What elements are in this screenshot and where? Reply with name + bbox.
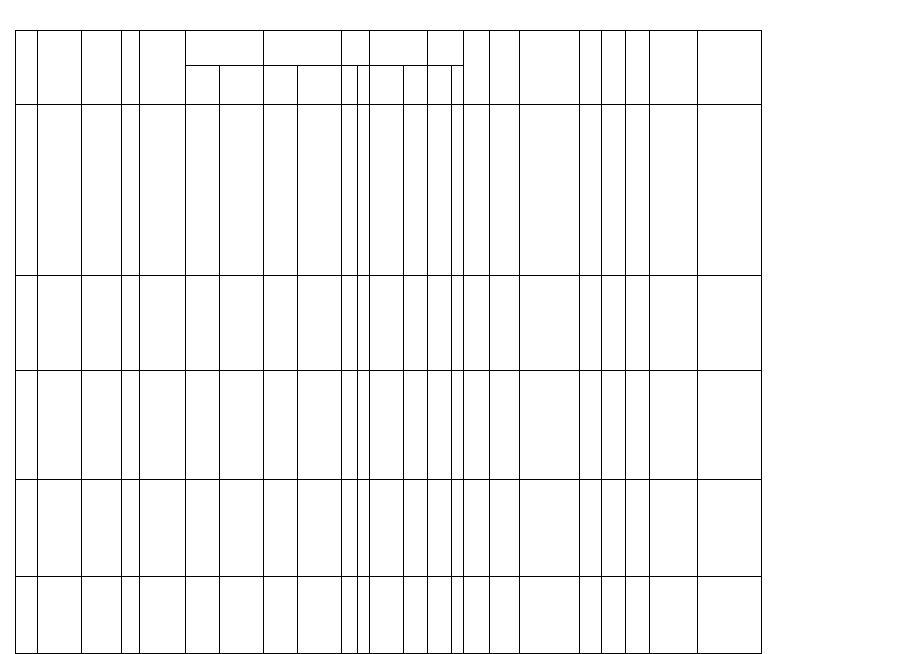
table-cell [580,577,602,654]
cell-text [650,276,697,280]
cell-text [602,577,625,581]
cell-text [82,480,121,484]
table-cell [520,105,580,276]
cell-text [428,480,451,484]
cell-text [220,276,263,280]
table-cell [264,480,298,577]
subheader-cell [264,66,298,105]
table-cell [452,276,464,371]
subheader-cell [358,66,370,105]
table-cell [122,105,140,276]
header-cell [698,31,762,105]
table-cell [264,105,298,276]
cell-text [404,577,427,581]
header-cell [602,31,626,105]
table-cell [264,371,298,480]
table-cell [140,577,186,654]
table-cell [16,371,38,480]
table-cell [264,276,298,371]
cell-text [38,371,81,375]
cell-text [464,577,489,581]
table-cell [358,480,370,577]
cell-text [520,371,579,375]
table-cell [82,371,122,480]
table-cell [370,105,404,276]
cell-text [358,276,369,280]
cell-text [298,105,341,109]
table-cell [428,276,452,371]
cell-text [264,276,297,280]
table-cell [452,371,464,480]
table-cell [698,105,762,276]
cell-text [490,577,519,581]
table-cell [626,577,650,654]
table-cell [464,105,490,276]
registry-table [15,30,891,654]
cell-text [298,480,341,484]
table-cell [602,371,626,480]
table-cell [298,105,342,276]
cell-text [122,480,139,484]
header-cell [82,31,122,105]
table-cell [16,577,38,654]
cell-text [342,371,357,375]
table-cell [490,371,520,480]
cell-text [82,577,121,581]
cell-text [580,371,601,375]
cell-text [698,371,761,375]
table-cell [220,480,264,577]
table-cell [452,480,464,577]
table-cell [186,577,220,654]
table-cell [358,577,370,654]
cell-text [370,480,403,484]
cell-text [16,371,37,375]
table-cell [626,371,650,480]
cell-text [16,480,37,484]
cell-text [650,371,697,375]
table-cell [404,371,428,480]
table-cell [404,480,428,577]
subheader-cell [220,66,264,105]
cell-text [404,105,427,109]
header-cell [464,31,490,105]
cell-text [626,480,649,484]
table-cell [82,480,122,577]
table-cell [298,276,342,371]
cell-text [404,480,427,484]
cell-text [16,276,37,280]
cell-text [186,276,219,280]
table-cell [140,105,186,276]
cell-text [298,577,341,581]
table-cell [404,105,428,276]
header-cell [580,31,602,105]
table-cell [82,105,122,276]
table-cell [370,577,404,654]
table-cell [428,371,452,480]
cell-text [452,480,463,484]
cell-text [370,276,403,280]
cell-text [186,480,219,484]
header-cell [650,31,698,105]
table-row [16,105,891,276]
table-cell [186,276,220,371]
table-cell [464,577,490,654]
cell-text [698,105,761,109]
cell-text [452,105,463,109]
table-cell [452,105,464,276]
cell-text [264,577,297,581]
table-cell [140,371,186,480]
table-cell [342,480,358,577]
cell-text [186,371,219,375]
table-cell [122,276,140,371]
table-cell [186,105,220,276]
registry-document [15,30,891,654]
table-cell [698,371,762,480]
cell-text [626,371,649,375]
table-cell [464,371,490,480]
cell-text [490,105,519,109]
cell-text [580,480,601,484]
table-cell [580,276,602,371]
cell-text [220,480,263,484]
table-cell [38,276,82,371]
table-cell [220,105,264,276]
cell-text [140,577,185,581]
table-cell [82,276,122,371]
header-cell [520,31,580,105]
cell-text [464,105,489,109]
cell-text [82,371,121,375]
header-cell [370,31,428,66]
cell-text [452,371,463,375]
table-cell [580,371,602,480]
table-cell [650,480,698,577]
table-cell [342,276,358,371]
cell-text [140,480,185,484]
cell-text [358,371,369,375]
header-cell [16,31,38,105]
table-cell [650,577,698,654]
cell-text [298,276,341,280]
cell-text [298,371,341,375]
cell-text [264,105,297,109]
cell-text [602,276,625,280]
table-cell [490,276,520,371]
cell-text [602,480,625,484]
table-cell [464,276,490,371]
table-cell [520,276,580,371]
table-cell [602,577,626,654]
table-cell [298,480,342,577]
table-cell [38,105,82,276]
header-cell [428,31,464,66]
cell-text [16,577,37,581]
cell-text [82,105,121,109]
table-cell [342,105,358,276]
subheader-cell [428,66,452,105]
table-cell [602,276,626,371]
header-cell [342,31,370,66]
header-cell [38,31,82,105]
table-cell [626,105,650,276]
header-cell [186,31,264,66]
cell-text [452,276,463,280]
cell-text [342,577,357,581]
cell-text [520,480,579,484]
cell-text [490,480,519,484]
cell-text [490,371,519,375]
table-cell [650,371,698,480]
cell-text [38,577,81,581]
cell-text [428,276,451,280]
table-cell [220,371,264,480]
table-cell [520,480,580,577]
table-cell [358,105,370,276]
table-cell [698,480,762,577]
table-cell [38,480,82,577]
cell-text [464,276,489,280]
cell-text [140,371,185,375]
cell-text [38,276,81,280]
table-cell [82,577,122,654]
table-row [16,371,891,480]
table-cell [122,371,140,480]
table-cell [122,577,140,654]
cell-text [186,105,219,109]
cell-text [650,480,697,484]
table-cell [626,276,650,371]
table-cell [38,371,82,480]
table-row [16,480,891,577]
cell-text [82,276,121,280]
table-cell [490,577,520,654]
cell-text [370,105,403,109]
cell-text [122,577,139,581]
table-cell [650,105,698,276]
table-cell [602,105,626,276]
cell-text [698,577,761,581]
cell-text [370,577,403,581]
cell-text [16,105,37,109]
table-cell [404,276,428,371]
table-cell [220,577,264,654]
table-cell [358,276,370,371]
cell-text [122,276,139,280]
table-cell [122,480,140,577]
table-cell [452,577,464,654]
cell-text [580,276,601,280]
cell-text [464,480,489,484]
cell-text [264,371,297,375]
cell-text [602,105,625,109]
table-cell [370,371,404,480]
cell-text [698,480,761,484]
cell-text [122,371,139,375]
cell-text [580,577,601,581]
header-cell [626,31,650,105]
subheader-cell [404,66,428,105]
cell-text [38,480,81,484]
cell-text [452,577,463,581]
table-cell [370,276,404,371]
table-cell [358,371,370,480]
cell-text [38,105,81,109]
table-cell [404,577,428,654]
cell-text [650,105,697,109]
table-cell [16,480,38,577]
subheader-cell [342,66,358,105]
cell-text [140,105,185,109]
table-cell [428,480,452,577]
cell-text [140,276,185,280]
table-cell [698,276,762,371]
table-cell [38,577,82,654]
header-cell [490,31,520,105]
cell-text [342,480,357,484]
table-cell [428,105,452,276]
table-cell [464,480,490,577]
header-cell [122,31,140,105]
cell-text [520,105,579,109]
cell-text [428,577,451,581]
table-cell [186,480,220,577]
table-cell [298,577,342,654]
table-cell [16,105,38,276]
cell-text [428,105,451,109]
table-cell [650,276,698,371]
cell-text [580,105,601,109]
header-cell [140,31,186,105]
table-cell [626,480,650,577]
table-cell [220,276,264,371]
cell-text [342,105,357,109]
header-row-1 [16,31,891,66]
header-cell [264,31,342,66]
table-cell [520,577,580,654]
table-cell [16,276,38,371]
table-cell [698,577,762,654]
cell-text [342,276,357,280]
table-cell [370,480,404,577]
cell-text [602,371,625,375]
cell-text [520,276,579,280]
cell-text [404,371,427,375]
cell-text [428,371,451,375]
table-cell [428,577,452,654]
table-cell [140,480,186,577]
table-cell [602,480,626,577]
table-cell [490,105,520,276]
cell-text [520,577,579,581]
subheader-cell [452,66,464,105]
cell-text [370,371,403,375]
cell-text [650,577,697,581]
table-row [16,577,891,654]
cell-text [626,105,649,109]
cell-text [626,276,649,280]
cell-text [404,276,427,280]
table-cell [186,371,220,480]
cell-text [698,276,761,280]
table-cell [342,577,358,654]
table-cell [264,577,298,654]
cell-text [358,105,369,109]
cell-text [490,276,519,280]
table-cell [342,371,358,480]
cell-text [264,480,297,484]
subheader-cell [186,66,220,105]
cell-text [122,105,139,109]
table-row [16,276,891,371]
cell-text [358,577,369,581]
table-cell [298,371,342,480]
subheader-cell [298,66,342,105]
table-cell [520,371,580,480]
cell-text [186,577,219,581]
cell-text [220,105,263,109]
cell-text [626,577,649,581]
cell-text [464,371,489,375]
subheader-cell [370,66,404,105]
cell-text [220,371,263,375]
cell-text [220,577,263,581]
table-cell [580,480,602,577]
table-cell [140,276,186,371]
cell-text [358,480,369,484]
table-cell [490,480,520,577]
table-cell [580,105,602,276]
